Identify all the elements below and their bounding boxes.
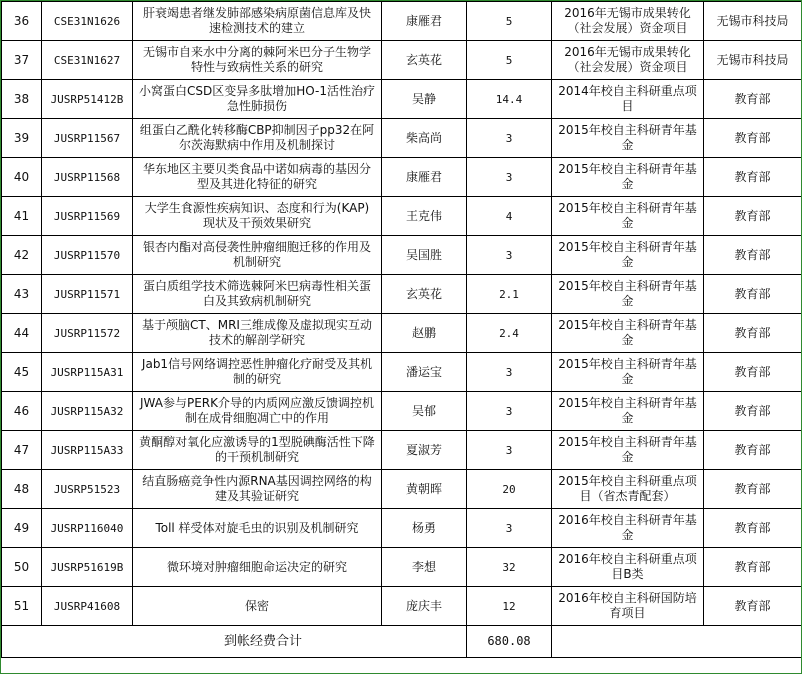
department-cell[interactable]: 教育部 <box>704 80 802 119</box>
department-cell[interactable]: 教育部 <box>704 470 802 509</box>
table-row <box>2 587 802 626</box>
funding-amount-cell[interactable]: 3 <box>467 119 552 158</box>
project-code-cell[interactable]: CSE31N1627 <box>42 41 133 80</box>
total-empty-cell[interactable] <box>552 626 802 658</box>
table-row <box>2 158 802 197</box>
leader-cell[interactable]: 李想 <box>382 548 467 587</box>
total-label[interactable]: 到帐经费合计 <box>2 626 467 658</box>
table-row <box>2 392 802 431</box>
table-row <box>2 314 802 353</box>
project-title-cell[interactable]: 组蛋白乙酰化转移酶CBP抑制因子pp32在阿尔茨海默病中作用及机制探讨 <box>133 119 382 158</box>
leader-cell[interactable]: 夏淑芳 <box>382 431 467 470</box>
project-source-cell[interactable]: 2015年校自主科研青年基金 <box>552 197 704 236</box>
project-code-cell[interactable]: JUSRP115A32 <box>42 392 133 431</box>
project-title-cell[interactable]: 基于颅脑CT、MRI三维成像及虚拟现实互动技术的解剖学研究 <box>133 314 382 353</box>
project-code-cell[interactable]: JUSRP41608 <box>42 587 133 626</box>
row-number-cell[interactable]: 44 <box>2 314 42 353</box>
leader-cell[interactable]: 柴高尚 <box>382 119 467 158</box>
row-number-cell[interactable]: 39 <box>2 119 42 158</box>
funding-amount-cell[interactable]: 2.1 <box>467 275 552 314</box>
leader-cell[interactable]: 康雁君 <box>382 158 467 197</box>
funding-amount-cell[interactable]: 3 <box>467 353 552 392</box>
project-code-cell[interactable]: JUSRP116040 <box>42 509 133 548</box>
project-code-cell[interactable]: JUSRP115A31 <box>42 353 133 392</box>
department-cell[interactable]: 教育部 <box>704 509 802 548</box>
leader-cell[interactable]: 吴郁 <box>382 392 467 431</box>
total-row <box>2 626 802 658</box>
project-source-cell[interactable]: 2015年校自主科研青年基金 <box>552 314 704 353</box>
project-code-cell[interactable]: JUSRP11571 <box>42 275 133 314</box>
project-source-cell[interactable]: 2015年校自主科研青年基金 <box>552 353 704 392</box>
department-cell[interactable]: 无锡市科技局 <box>704 2 802 41</box>
funding-amount-cell[interactable]: 2.4 <box>467 314 552 353</box>
row-number-cell[interactable]: 41 <box>2 197 42 236</box>
funding-amount-cell[interactable]: 5 <box>467 2 552 41</box>
leader-cell[interactable]: 黄朝晖 <box>382 470 467 509</box>
project-title-cell[interactable]: Jab1信号网络调控恶性肿瘤化疗耐受及其机制的研究 <box>133 353 382 392</box>
project-title-cell[interactable]: 黄酮醇对氧化应激诱导的1型脱碘酶活性下降的干预机制研究 <box>133 431 382 470</box>
project-code-cell[interactable]: JUSRP51412B <box>42 80 133 119</box>
leader-cell[interactable]: 王克伟 <box>382 197 467 236</box>
project-source-cell[interactable]: 2015年校自主科研重点项目（省杰青配套） <box>552 470 704 509</box>
leader-cell[interactable]: 吴静 <box>382 80 467 119</box>
department-cell[interactable]: 教育部 <box>704 119 802 158</box>
table-row <box>2 509 802 548</box>
row-number-cell[interactable]: 45 <box>2 353 42 392</box>
row-number-cell[interactable]: 36 <box>2 2 42 41</box>
department-cell[interactable]: 教育部 <box>704 392 802 431</box>
leader-cell[interactable]: 玄英花 <box>382 41 467 80</box>
row-number-cell[interactable]: 46 <box>2 392 42 431</box>
project-source-cell[interactable]: 2016年校自主科研国防培育项目 <box>552 587 704 626</box>
funding-amount-cell[interactable]: 3 <box>467 431 552 470</box>
row-number-cell[interactable]: 50 <box>2 548 42 587</box>
project-source-cell[interactable]: 2015年校自主科研青年基金 <box>552 275 704 314</box>
leader-cell[interactable]: 庞庆丰 <box>382 587 467 626</box>
table-row <box>2 353 802 392</box>
table-row <box>2 119 802 158</box>
funding-table <box>1 1 802 658</box>
funding-amount-cell[interactable]: 32 <box>467 548 552 587</box>
row-number-cell[interactable]: 47 <box>2 431 42 470</box>
project-source-cell[interactable]: 2016年无锡市成果转化（社会发展）资金项目 <box>552 2 704 41</box>
funding-amount-cell[interactable]: 3 <box>467 158 552 197</box>
project-title-cell[interactable]: 大学生食源性疾病知识、态度和行为(KAP)现状及干预效果研究 <box>133 197 382 236</box>
funding-amount-cell[interactable]: 12 <box>467 587 552 626</box>
row-number-cell[interactable]: 48 <box>2 470 42 509</box>
row-number-cell[interactable]: 37 <box>2 41 42 80</box>
project-title-cell[interactable]: 结直肠癌竞争性内源RNA基因调控网络的构建及其验证研究 <box>133 470 382 509</box>
row-number-cell[interactable]: 40 <box>2 158 42 197</box>
leader-cell[interactable]: 吴国胜 <box>382 236 467 275</box>
row-number-cell[interactable]: 38 <box>2 80 42 119</box>
row-number-cell[interactable]: 49 <box>2 509 42 548</box>
project-code-cell[interactable]: JUSRP51523 <box>42 470 133 509</box>
table-row <box>2 2 802 41</box>
table-row <box>2 236 802 275</box>
leader-cell[interactable]: 杨勇 <box>382 509 467 548</box>
project-title-cell[interactable]: 微环境对肿瘤细胞命运决定的研究 <box>133 548 382 587</box>
project-code-cell[interactable]: JUSRP11570 <box>42 236 133 275</box>
table-row <box>2 470 802 509</box>
row-number-cell[interactable]: 51 <box>2 587 42 626</box>
leader-cell[interactable]: 康雁君 <box>382 2 467 41</box>
table-row <box>2 197 802 236</box>
project-source-cell[interactable]: 2015年校自主科研青年基金 <box>552 158 704 197</box>
department-cell[interactable]: 教育部 <box>704 236 802 275</box>
project-title-cell[interactable]: JWA参与PERK介导的内质网应激反馈调控机制在成骨细胞凋亡中的作用 <box>133 392 382 431</box>
project-title-cell[interactable]: 华东地区主要贝类食品中诺如病毒的基因分型及其进化特征的研究 <box>133 158 382 197</box>
row-number-cell[interactable]: 42 <box>2 236 42 275</box>
leader-cell[interactable]: 玄英花 <box>382 275 467 314</box>
department-cell[interactable]: 教育部 <box>704 158 802 197</box>
project-title-cell[interactable]: 肝衰竭患者继发肺部感染病原菌信息库及快速检测技术的建立 <box>133 2 382 41</box>
department-cell[interactable]: 教育部 <box>704 548 802 587</box>
project-source-cell[interactable]: 2015年校自主科研青年基金 <box>552 392 704 431</box>
funding-amount-cell[interactable]: 3 <box>467 392 552 431</box>
project-source-cell[interactable]: 2015年校自主科研青年基金 <box>552 236 704 275</box>
funding-amount-cell[interactable]: 5 <box>467 41 552 80</box>
project-source-cell[interactable]: 2016年校自主科研重点项目B类 <box>552 548 704 587</box>
table-row <box>2 275 802 314</box>
department-cell[interactable]: 教育部 <box>704 314 802 353</box>
department-cell[interactable]: 教育部 <box>704 431 802 470</box>
funding-amount-cell[interactable]: 14.4 <box>467 80 552 119</box>
funding-amount-cell[interactable]: 20 <box>467 470 552 509</box>
project-code-cell[interactable]: JUSRP51619B <box>42 548 133 587</box>
project-title-cell[interactable]: 银杏内酯对高侵袭性肿瘤细胞迁移的作用及机制研究 <box>133 236 382 275</box>
funding-amount-cell[interactable]: 4 <box>467 197 552 236</box>
row-number-cell[interactable]: 43 <box>2 275 42 314</box>
project-title-cell[interactable]: 无锡市自来水中分离的棘阿米巴分子生物学特性与致病性关系的研究 <box>133 41 382 80</box>
department-cell[interactable]: 教育部 <box>704 275 802 314</box>
project-source-cell[interactable]: 2015年校自主科研青年基金 <box>552 119 704 158</box>
project-title-cell[interactable]: 蛋白质组学技术筛选棘阿米巴病毒性相关蛋白及其致病机制研究 <box>133 275 382 314</box>
project-source-cell[interactable]: 2016年校自主科研青年基金 <box>552 509 704 548</box>
table-row <box>2 80 802 119</box>
project-code-cell[interactable]: JUSRP11568 <box>42 158 133 197</box>
department-cell[interactable]: 无锡市科技局 <box>704 41 802 80</box>
department-cell[interactable]: 教育部 <box>704 197 802 236</box>
leader-cell[interactable]: 潘运宝 <box>382 353 467 392</box>
project-source-cell[interactable]: 2016年无锡市成果转化（社会发展）资金项目 <box>552 41 704 80</box>
project-source-cell[interactable]: 2014年校自主科研重点项目 <box>552 80 704 119</box>
funding-amount-cell[interactable]: 3 <box>467 236 552 275</box>
project-code-cell[interactable]: JUSRP11569 <box>42 197 133 236</box>
table-row <box>2 41 802 80</box>
project-code-cell[interactable]: JUSRP11572 <box>42 314 133 353</box>
table-row <box>2 548 802 587</box>
department-cell[interactable]: 教育部 <box>704 587 802 626</box>
project-code-cell[interactable]: CSE31N1626 <box>42 2 133 41</box>
project-title-cell[interactable]: 保密 <box>133 587 382 626</box>
table-body <box>2 2 802 626</box>
project-code-cell[interactable]: JUSRP11567 <box>42 119 133 158</box>
department-cell[interactable]: 教育部 <box>704 353 802 392</box>
funding-amount-cell[interactable]: 3 <box>467 509 552 548</box>
leader-cell[interactable]: 赵鹏 <box>382 314 467 353</box>
project-source-cell[interactable]: 2015年校自主科研青年基金 <box>552 431 704 470</box>
table-row <box>2 431 802 470</box>
project-title-cell[interactable]: Toll 样受体对旋毛虫的识别及机制研究 <box>133 509 382 548</box>
total-value[interactable]: 680.08 <box>467 626 552 658</box>
project-code-cell[interactable]: JUSRP115A33 <box>42 431 133 470</box>
project-title-cell[interactable]: 小窝蛋白CSD区变异多肽增加HO-1活性治疗急性肺损伤 <box>133 80 382 119</box>
